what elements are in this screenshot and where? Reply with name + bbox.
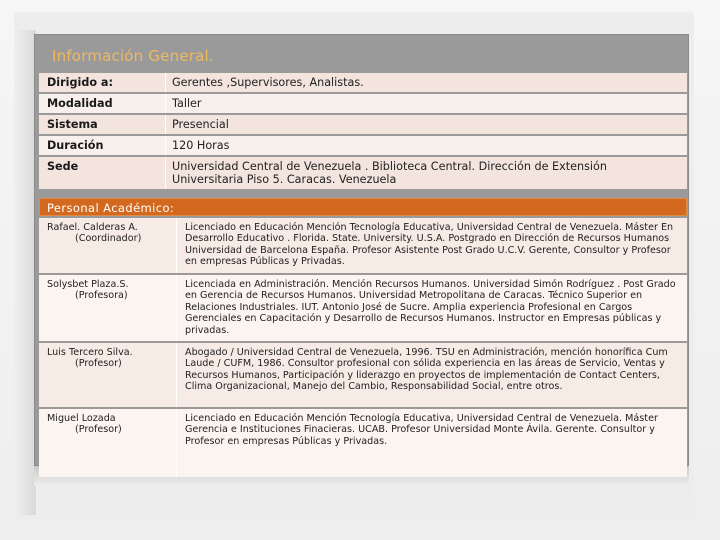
staff-role: (Coordinador): [75, 233, 142, 244]
page-title: Información General.: [52, 47, 214, 65]
info-value: Gerentes ,Supervisores, Analistas.: [172, 76, 364, 89]
staff-role: (Profesor): [75, 358, 122, 369]
staff-bio: Licenciado en Educación Mención Tecnología Educativa, Universidad Central de Venezuela. Máster Gerencia e Instituciones Finacieras. UCAB. Profesor Universidad Monte Ávila. Gerente. Consultor y Profesor en empresas Públicas y Privadas.: [185, 413, 658, 447]
info-row-system: [39, 115, 687, 134]
info-value: Universidad Central de Venezuela . Biblioteca Central. Dirección de Extensión Universitaria Piso 5. Caracas. Venezuela: [172, 160, 607, 186]
info-row-venue: [39, 157, 687, 189]
academic-staff-table: [39, 218, 687, 479]
info-row-duration: [39, 136, 687, 155]
staff-name: Rafael. Calderas A.: [47, 222, 138, 233]
info-label: Sede: [39, 157, 166, 189]
staff-role: (Profesora): [75, 290, 128, 301]
staff-name-cell: [39, 409, 177, 477]
info-label: Dirigido a:: [39, 73, 166, 92]
staff-name: Solysbet Plaza.S.: [47, 279, 129, 290]
staff-bio: Licenciado en Educación Mención Tecnología Educativa, Universidad Central de Venezuela. Máster En Desarrollo Educativo . Florida. State. University. U.S.A. Postgrado en Dirección de Recursos Humanos Universidad de Barcelona España. Profesor Asistente Post Grado U.C.V. Gerente, Consultor y Profesor en empresas Públicas y Privadas.: [185, 222, 674, 268]
staff-bio: Licenciada en Administración. Mención Recursos Humanos. Universidad Simón Rodríguez . Post Grado en Gerencia de Recursos Humanos. Universidad Metropolitana de Caracas. Técnico Superior en Relaciones Industriales. IUT. Antonio José de Sucre. Amplia experiencia Profesional en Cargos Gerenciales en Capacitación y Desarrollo de Recursos Humanos. Instructor en Empresas públicas y privadas.: [185, 279, 676, 336]
staff-name-cell: [39, 343, 177, 407]
staff-row: [39, 218, 687, 273]
info-label: Duración: [39, 136, 166, 155]
info-value: 120 Horas: [172, 139, 230, 152]
academic-staff-heading: Personal Académico:: [39, 198, 687, 216]
staff-role: (Profesor): [75, 424, 122, 435]
info-value: Taller: [172, 97, 202, 110]
staff-name: Luis Tercero Silva.: [47, 347, 133, 358]
general-info-table: [39, 73, 687, 191]
info-label: Sistema: [39, 115, 166, 134]
info-row-modality: [39, 94, 687, 113]
staff-bio: Abogado / Universidad Central de Venezuela, 1996. TSU en Administración, mención honorífica Cum Laude / CUFM, 1986. Consultor profesional con sólida experiencia en las áreas de Servicio, Ventas y Recursos Humanos, Participación y liderazgo en proyectos de implementación de Contact Centers, Clima Organizacional, Manejo del Cambio, Responsabilidad Social, entre otros.: [185, 347, 668, 393]
staff-row: [39, 409, 687, 477]
staff-row: [39, 343, 687, 407]
info-label: Modalidad: [39, 94, 166, 113]
staff-name: Miguel Lozada: [47, 413, 116, 424]
side-shadow: [14, 30, 36, 515]
staff-name-cell: [39, 275, 177, 341]
staff-name-cell: [39, 218, 177, 273]
info-row-target: [39, 73, 687, 92]
info-value: Presencial: [172, 118, 229, 131]
staff-row: [39, 275, 687, 341]
